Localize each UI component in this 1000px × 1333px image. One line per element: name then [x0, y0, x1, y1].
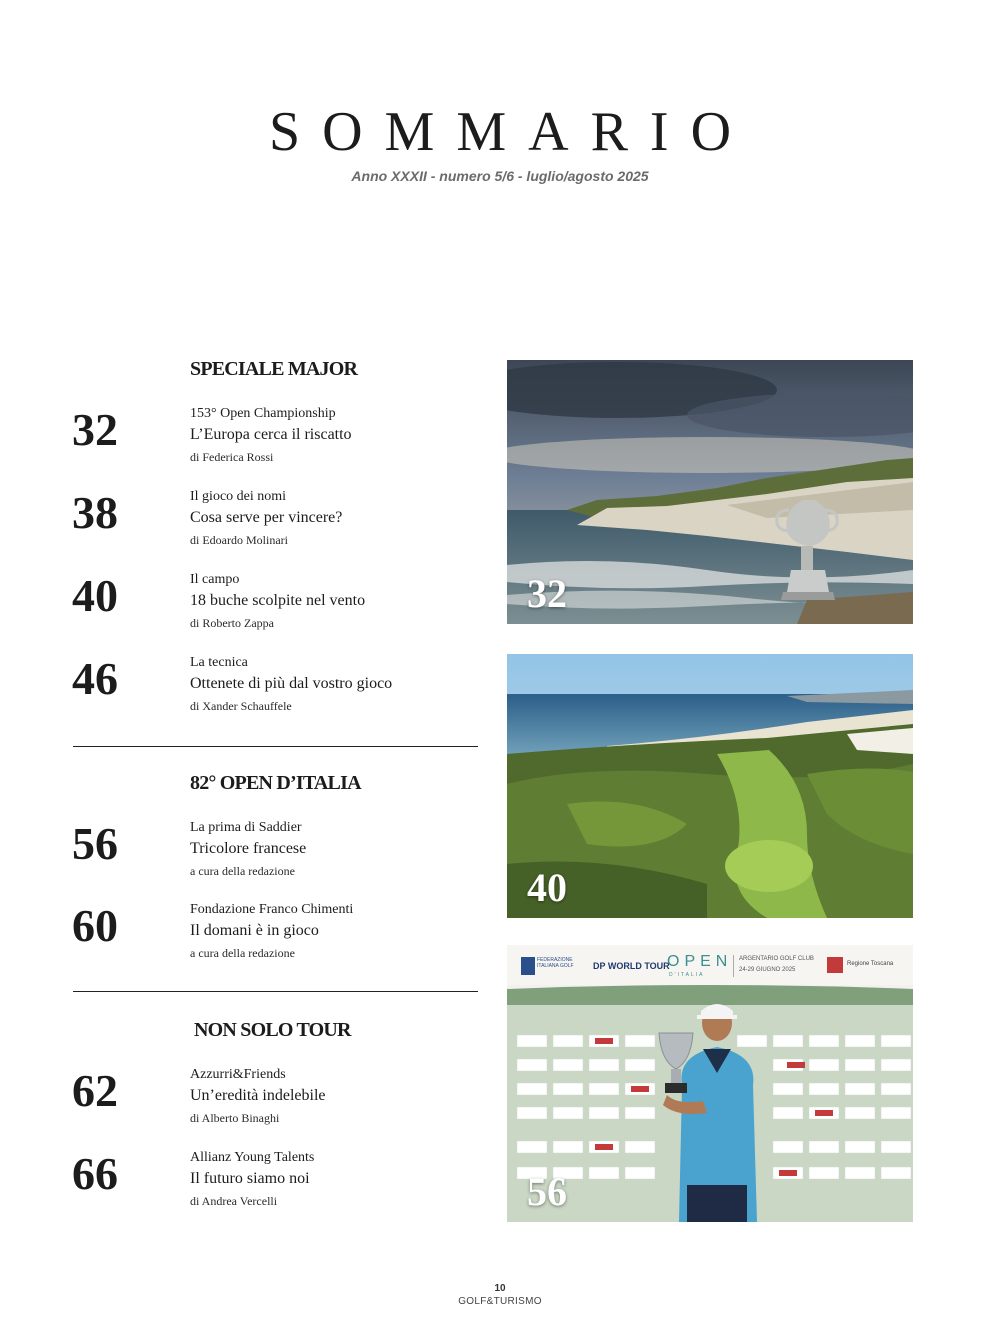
page-number: 38: [72, 487, 118, 538]
entry-kicker: Fondazione Franco Chimenti: [190, 902, 354, 917]
section-heading-non-solo-tour: NON SOLO TOUR: [194, 1019, 351, 1041]
open-logo-subtext: D'ITALIA: [669, 972, 705, 978]
page-number: 40: [72, 570, 118, 621]
entry-author: a cura della redazione: [190, 946, 295, 960]
section-heading-open-italia: 82° OPEN D’ITALIA: [190, 772, 361, 794]
photo-open-championship[interactable]: [507, 360, 913, 624]
photo-open-italia-winner[interactable]: [507, 945, 913, 1222]
entry-headline: Tricolore francese: [190, 840, 307, 857]
entry-author: di Andrea Vercelli: [190, 1194, 278, 1208]
entry-author: di Xander Schauffele: [190, 699, 292, 713]
sponsor-wall-and-player: [507, 945, 913, 1222]
toc-entry[interactable]: [72, 819, 482, 891]
dates-text: 24-29 GIUGNO 2025: [739, 967, 796, 973]
photo-page-label: 40: [527, 865, 567, 910]
toc-entry[interactable]: [72, 405, 482, 477]
section-divider: [73, 746, 478, 747]
venue-text: ARGENTARIO GOLF CLUB: [739, 956, 814, 962]
page-number: 62: [72, 1065, 118, 1116]
golf-course-image: [507, 654, 913, 918]
entry-kicker: Allianz Young Talents: [190, 1150, 315, 1165]
federation-logo-text: FEDERAZIONE ITALIANA GOLF: [537, 957, 574, 969]
entry-headline: Cosa serve per vincere?: [190, 509, 343, 526]
toc-entry[interactable]: [72, 571, 482, 643]
entry-kicker: La prima di Saddier: [190, 820, 302, 835]
toc-entry[interactable]: [72, 654, 482, 726]
footer-page-number: 10: [494, 1283, 506, 1294]
open-logo-text: OPEN: [667, 953, 733, 970]
entry-headline: Ottenete di più dal vostro gioco: [190, 675, 393, 692]
entry-author: di Federica Rossi: [190, 450, 274, 464]
tour-logo-text: DP WORLD TOUR: [593, 961, 670, 971]
page-number: 66: [72, 1148, 118, 1199]
entry-kicker: Azzurri&Friends: [190, 1067, 286, 1082]
section-divider: [73, 991, 478, 992]
issue-info: Anno XXXII - numero 5/6 - luglio/agosto 2025: [351, 168, 649, 184]
entry-kicker: 153° Open Championship: [190, 406, 336, 421]
region-logo-text: Regione Toscana: [847, 961, 894, 967]
footer-magazine-name: GOLF&TURISMO: [458, 1296, 542, 1307]
photo-page-label: 32: [527, 571, 567, 616]
section-heading-speciale-major: SPECIALE MAJOR: [190, 358, 358, 380]
entry-kicker: Il gioco dei nomi: [190, 489, 287, 504]
entry-headline: 18 buche scolpite nel vento: [190, 592, 366, 609]
page-number: 32: [72, 404, 118, 455]
entry-author: di Roberto Zappa: [190, 616, 274, 630]
photo-links-course[interactable]: [507, 654, 913, 918]
entry-headline: Il domani è in gioco: [190, 922, 319, 939]
entry-kicker: La tecnica: [190, 655, 248, 670]
page-number: 60: [72, 900, 118, 951]
page-number: 46: [72, 653, 118, 704]
toc-entry[interactable]: [72, 488, 482, 560]
page-title: SOMMARIO: [268, 101, 754, 163]
entry-headline: L’Europa cerca il riscatto: [190, 426, 352, 443]
page-number: 56: [72, 818, 118, 869]
entry-kicker: Il campo: [190, 572, 240, 587]
photo-page-label: 56: [527, 1169, 567, 1214]
toc-entry[interactable]: [72, 901, 482, 973]
entry-author: di Alberto Binaghi: [190, 1111, 280, 1125]
entry-headline: Il futuro siamo noi: [190, 1170, 310, 1187]
entry-author: di Edoardo Molinari: [190, 533, 288, 547]
coastal-cliffs-image: [507, 360, 913, 624]
toc-entry[interactable]: [72, 1149, 482, 1221]
entry-headline: Un’eredità indelebile: [190, 1087, 326, 1104]
toc-entry[interactable]: [72, 1066, 482, 1138]
entry-author: a cura della redazione: [190, 864, 295, 878]
